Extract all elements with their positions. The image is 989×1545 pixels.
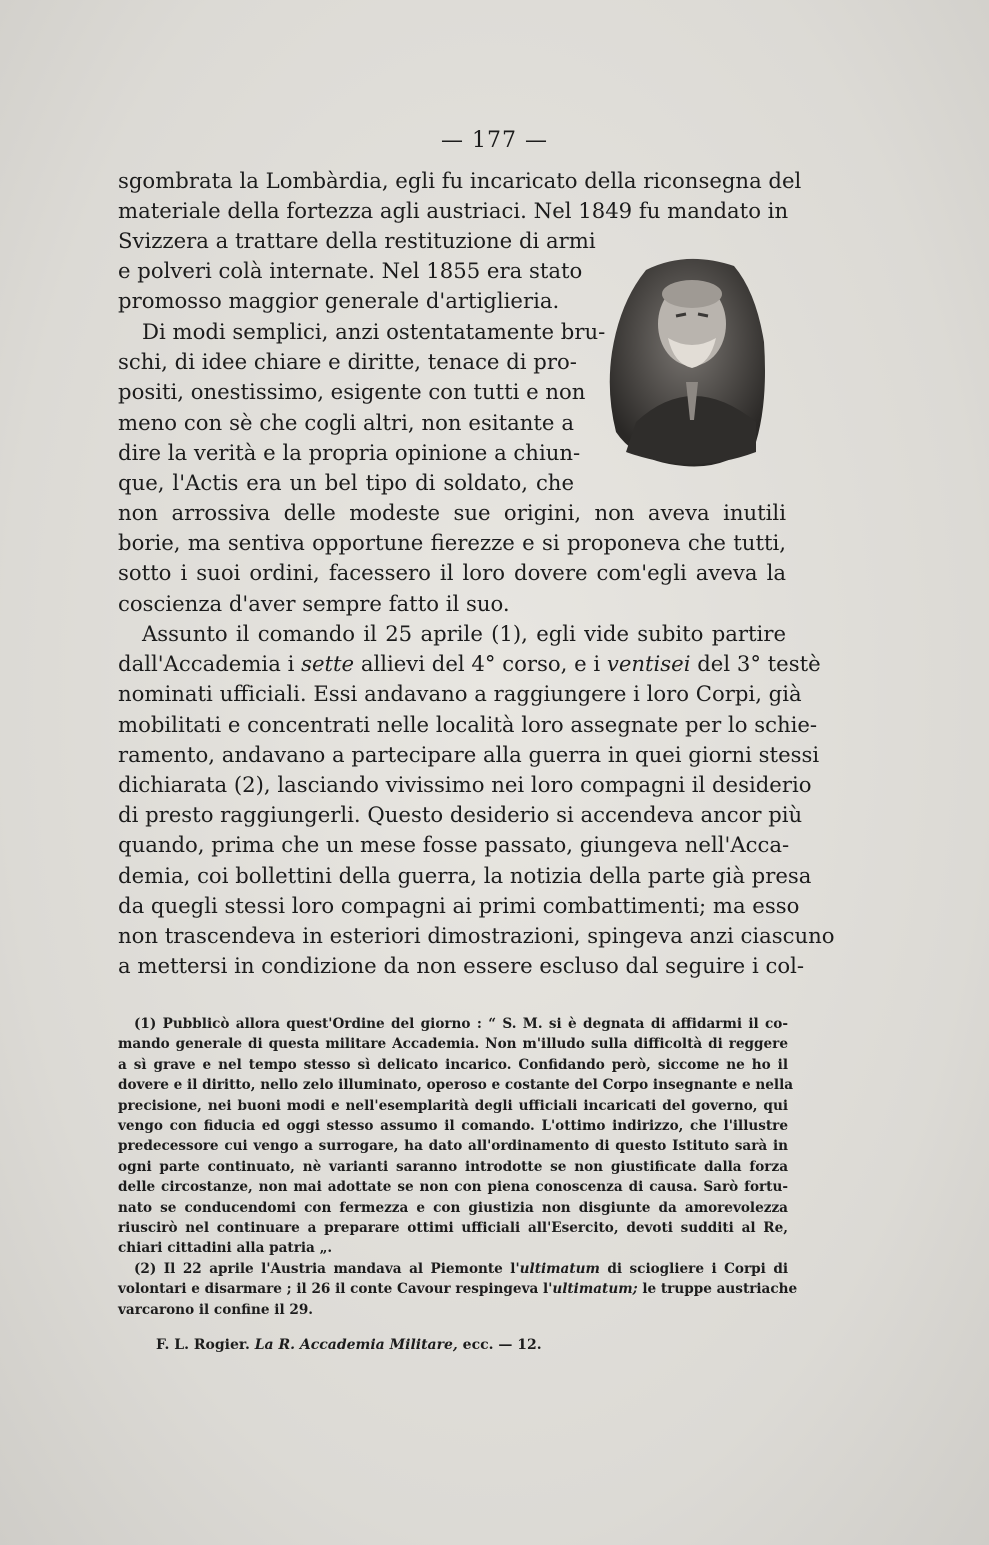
footnote-line: delle circostanze, non mai adottate se non con piena conoscenza di causa. Sarò fortu- [118,1179,788,1196]
footnote-line: predecessore cui vengo a surrogare, ha dato all'ordinamento di questo Istituto sarà in [118,1138,788,1155]
text-line: sotto i suoi ordini, facessero il loro dovere com'egli aveva la [118,560,786,586]
text-line: Di modi semplici, anzi ostentatamente bru- [142,319,606,344]
footnote-line: (1) Pubblicò allora quest'Ordine del giorno : “ S. M. si è degnata di affidarmi il co- [134,1016,788,1032]
text-line: Svizzera a trattare della restituzione di armi [118,228,596,253]
text-line: mobilitati e concentrati nelle località loro assegnate per lo schie- [118,711,818,737]
footnote-line: (2) Il 22 aprile l'Austria mandava al Piemonte l'ultimatum di sciogliere i Corpi di [134,1260,788,1277]
footnote-line: vengo con fiducia ed oggi stesso assumo il comando. L'ottimo indirizzo, che l'illustre [118,1118,788,1135]
footer-author: F. L. Rogier. [156,1337,250,1353]
footnote-line: a sì grave e nel tempo stesso sì delicato incarico. Confidando però, siccome ne ho il [118,1056,788,1073]
text-line: Assunto il comando il 25 aprile (1), egli vide subito partire [142,621,786,646]
paragraph-3 [118,619,835,981]
text-line: quando, prima che un mese fosse passato, giungeva nell'Acca- [118,832,790,858]
italic-word: ultimatum; [552,1281,638,1298]
text-line: coscienza d'aver sempre fatto il suo. [118,590,510,616]
text-line: dire la verità e la propria opinione a chiun- [118,439,581,465]
paragraph-2-continued [118,498,786,619]
text-line: di presto raggiungerli. Questo desiderio si accendeva ancor più [118,802,803,828]
text-line: promosso maggior generale d'artiglieria. [118,288,560,314]
footnote-line: nato se conducendomi con fermezza e con giustizia non disgiunte da amorevolezza [118,1199,788,1216]
footer-sheet: ecc. — 12. [462,1337,542,1353]
text-line: borie, ma sentiva opportune fierezze e si proponeva che tutti, [118,530,786,556]
text-line: sgombrata la Lombàrdia, egli fu incaricato della riconsegna del [118,168,802,193]
text-line: que, l'Actis era un bel tipo di soldato, che [118,470,574,496]
page-number: — 177 — [441,128,548,153]
paragraph-1-continued [118,226,786,317]
text-line: meno con sè che cogli altri, non esitante a [118,409,574,435]
text-line: da quegli stessi loro compagni ai primi combattimenti; ma esso [118,892,800,918]
footnote-line: volontari e disarmare ; il 26 il conte Cavour respingeva l'ultimatum; le truppe austriache [118,1281,798,1298]
footnotes [118,1014,798,1320]
footnote-line: riuscirò nel continuare a preparare ottimi ufficiali all'Esercito, devoti sudditi al Re, [118,1220,788,1237]
footnote-line: dovere e il diritto, nello zelo illuminato, operoso e costante del Corpo insegnante e nella [118,1077,794,1094]
text-line: demia, coi bollettini della guerra, la notizia della parte già presa [118,862,812,888]
running-footer [156,1337,542,1353]
text-line: positi, onestissimo, esigente con tutti e non [118,379,586,405]
footnote-line: varcarono il confine il 29. [118,1301,314,1318]
italic-word: sette [301,651,355,677]
text-line: nominati ufficiali. Essi andavano a raggiungere i loro Corpi, già [118,681,802,707]
paragraph-1 [118,166,802,226]
footnote-line: ogni parte continuato, nè varianti saranno introdotte se non giustificate dalla forza [118,1158,788,1175]
text-line: dichiarata (2), lasciando vivissimo nei loro compagni il desiderio [118,772,812,798]
italic-word: ultimatum [519,1260,600,1277]
text-line: dall'Accademia i sette allievi del 4° corso, e i ventisei del 3° testè [118,651,821,677]
text-line: schi, di idee chiare e diritte, tenace di pro- [118,349,577,375]
text-line: ramento, andavano a partecipare alla guerra in quei giorni stessi [118,741,820,767]
footnote-line: precisione, nei buoni modi e nell'esemplarità degli ufficiali incaricati del governo, qui [118,1097,788,1114]
footer-title: La R. Accademia Militare, [254,1337,458,1353]
text-line: materiale della fortezza agli austriaci. Nel 1849 fu mandato in [118,198,789,224]
footnote-line: mando generale di questa militare Accademia. Non m'illudo sulla difficoltà di reggere [118,1036,788,1053]
text-line: a mettersi in condizione da non essere escluso dal seguire i col- [118,953,805,979]
footnote-line: chiari cittadini alla patria „. [118,1240,333,1257]
italic-word: ventisei [606,651,691,677]
text-line: e polveri colà internate. Nel 1855 era stato [118,258,583,284]
text-line: non trascendeva in esteriori dimostrazioni, spingeva anzi ciascuno [118,923,835,949]
text-line: non arrossiva delle modeste sue origini, non aveva inutili [118,500,786,525]
paragraph-2 [118,317,786,498]
